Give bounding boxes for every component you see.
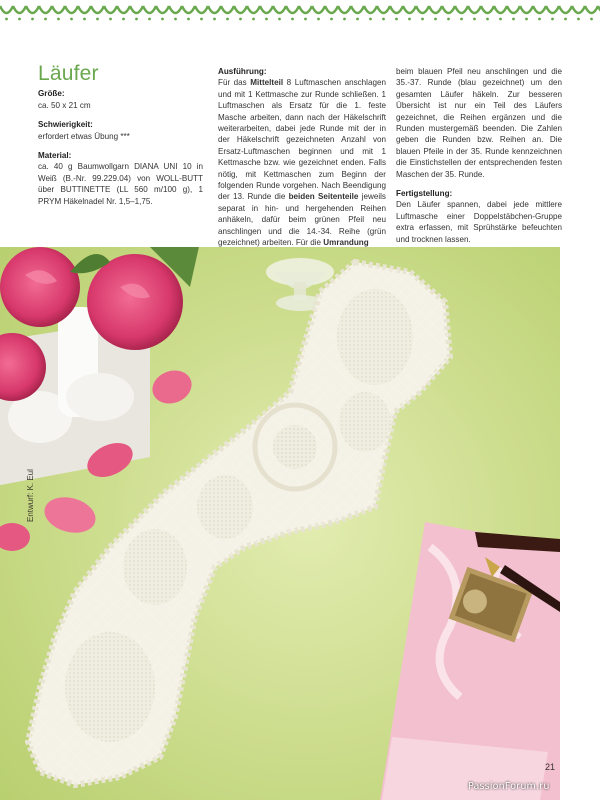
- scallop-dot: [551, 18, 554, 21]
- material-section: [38, 150, 203, 207]
- scallop-dot: [96, 18, 99, 21]
- decorative-scallop-border: [0, 0, 600, 30]
- site-watermark: PassionForum.ru: [468, 781, 550, 792]
- instructions-text-part: jeweils separat in hin- und hergehenden Reihen anhäkeln, dafür beim grünen Pfeil neu anschlingen und die 14.-34. Reihe (grün gezeichnet) arbeiten. Für die: [218, 192, 386, 248]
- scallop-arc: [494, 6, 507, 13]
- photo-credit: Entwurf: K. Eul: [26, 469, 35, 522]
- scallop-arc: [195, 6, 208, 13]
- scallop-dot: [525, 18, 528, 21]
- scallop-arc: [260, 6, 273, 13]
- scallop-arc: [130, 6, 143, 13]
- scallop-arc: [39, 6, 52, 13]
- difficulty-text: erfordert etwas Übung ***: [38, 131, 130, 141]
- scallop-arc: [442, 6, 455, 13]
- scallop-dot: [109, 18, 112, 21]
- instructions-text-part: Für das: [218, 78, 251, 88]
- scallop-dot: [174, 18, 177, 21]
- scallop-arc: [338, 6, 351, 13]
- page-number: 21: [545, 762, 556, 772]
- scallop-dot: [538, 18, 541, 21]
- scallop-arc: [208, 6, 221, 13]
- scallop-dot: [460, 18, 463, 21]
- scallop-arc: [221, 6, 234, 13]
- instructions-bold-umrandung: Umrandung: [323, 238, 369, 248]
- scallop-arc: [26, 6, 39, 13]
- scallop-dot: [5, 18, 8, 21]
- scallop-arc: [117, 6, 130, 13]
- scallop-arc: [286, 6, 299, 13]
- scallop-arc: [533, 6, 546, 13]
- scallop-arc: [91, 6, 104, 13]
- scallop-arc: [559, 6, 572, 13]
- scallop-arc: [325, 6, 338, 13]
- scallop-dot: [31, 18, 34, 21]
- instructions-bold-mittelteil: Mittelteil: [250, 78, 284, 88]
- scallop-dot: [161, 18, 164, 21]
- scallop-dot: [343, 18, 346, 21]
- scallop-arc: [429, 6, 442, 13]
- scallop-arc: [455, 6, 468, 13]
- scallop-dot: [395, 18, 398, 21]
- scallop-dot: [278, 18, 281, 21]
- scallop-arc: [143, 6, 156, 13]
- scallop-arc: [546, 6, 559, 13]
- scallop-dot: [304, 18, 307, 21]
- scallop-dot: [148, 18, 151, 21]
- scallop-arc: [416, 6, 429, 13]
- table-runner-photo: [0, 247, 560, 800]
- scallop-arc: [572, 6, 585, 13]
- page-title: Läufer: [38, 62, 99, 85]
- scallop-arc: [585, 6, 598, 13]
- scallop-dot: [291, 18, 294, 21]
- scallop-arc: [182, 6, 195, 13]
- scallop-dot: [486, 18, 489, 21]
- scallop-dot: [57, 18, 60, 21]
- scallop-arc: [520, 6, 533, 13]
- scallop-arc: [52, 6, 65, 13]
- photo-illustration: [0, 247, 560, 800]
- finishing-text: Den Läufer spannen, dabei jede mittlere Luftmasche einer Doppelstäbchen-Gruppe extra erfassen, mit Sprühstärke befeuchten und trocknen lassen.: [396, 200, 562, 244]
- scallop-arc: [273, 6, 286, 13]
- scallop-arc: [312, 6, 325, 13]
- scallop-dot: [356, 18, 359, 21]
- size-text: ca. 50 x 21 cm: [38, 100, 91, 110]
- scallop-dot: [213, 18, 216, 21]
- scallop-arc: [507, 6, 520, 13]
- scallop-dot: [434, 18, 437, 21]
- instructions-continued: beim blauen Pfeil neu anschlingen und die 35.-37. Runde (blau gezeichnet) um den gesamten Läufer häkeln. Zur besseren Übersicht ist nur ein Teil des Läufers gezeichnet, die Reihen ergänzen und die Runden mustergemäß beenden. Die Zahlen geben die Runden bzw. Reihen an. Die blauen Pfeile in der 35. Runde kennzeichnen die Einstichstellen der entsprechenden festen Maschen der 35. Runde.: [396, 67, 562, 179]
- scallop-dot: [18, 18, 21, 21]
- material-text: ca. 40 g Baumwollgarn DIANA UNI 10 in Weiß (B.-Nr. 99.229.04) von WOLL-BUTT über BUTTINETTE (LL 560 m/100 g), 1 PRYM Häkelnadel Nr. 1,5–1,75.: [38, 162, 203, 206]
- scallop-dot: [577, 18, 580, 21]
- scallop-dot: [44, 18, 47, 21]
- instructions-text: [218, 77, 386, 248]
- scallop-dot: [83, 18, 86, 21]
- scallop-dot: [122, 18, 125, 21]
- difficulty-section: [38, 119, 203, 142]
- scallop-arc: [13, 6, 26, 13]
- scallop-arc: [299, 6, 312, 13]
- material-heading: Material:: [38, 151, 72, 161]
- scallop-arc: [403, 6, 416, 13]
- scallop-arc: [481, 6, 494, 13]
- scallop-dot: [382, 18, 385, 21]
- instructions-bold-seitenteile: beiden Seitenteile: [288, 192, 359, 202]
- left-column: [38, 62, 203, 215]
- finishing-heading: Fertigstellung:: [396, 189, 453, 199]
- scallop-dot: [590, 18, 593, 21]
- scallop-dot: [135, 18, 138, 21]
- scallop-dot: [369, 18, 372, 21]
- scallop-arc: [234, 6, 247, 13]
- scallop-arc: [169, 6, 182, 13]
- scallop-arc: [390, 6, 403, 13]
- scallop-dot: [512, 18, 515, 21]
- scallop-dot: [317, 18, 320, 21]
- scallop-dot: [499, 18, 502, 21]
- scallop-arc: [247, 6, 260, 13]
- scallop-arc: [468, 6, 481, 13]
- scallop-arc: [351, 6, 364, 13]
- scallop-dot: [226, 18, 229, 21]
- scallop-arc: [0, 6, 13, 13]
- scallop-dot: [70, 18, 73, 21]
- scallop-dot: [265, 18, 268, 21]
- scallop-dot: [473, 18, 476, 21]
- scallop-arc: [104, 6, 117, 13]
- scallop-dot: [239, 18, 242, 21]
- scallop-dot: [564, 18, 567, 21]
- scallop-dot: [330, 18, 333, 21]
- scallop-arc: [65, 6, 78, 13]
- size-heading: Größe:: [38, 89, 65, 99]
- scallop-arc: [78, 6, 91, 13]
- scallop-dot: [187, 18, 190, 21]
- instructions-text-part: 8 Luftmaschen anschlagen und mit 1 Kettmasche zur Runde schließen. 1 Luftmaschen als Ersatz für die 1. feste Masche arbeiten, dann nach der Häkelschrift weiterarbeiten, dabei jede Runde mit der in der Häkelschrift gezeichneten Anzahl von Ersatz-Luftmaschen beginnen und mit 1 Kettmasche bzw. wie gezeichnet enden. Falls nötig, mit Kettmaschen zum Beginn der folgenden Runde vorgehen. Nach Beendigung der 13. Runde die: [218, 78, 386, 202]
- right-column: [396, 66, 562, 245]
- scallop-dot: [408, 18, 411, 21]
- difficulty-heading: Schwierigkeit:: [38, 120, 93, 130]
- scallop-border-graphic: [0, 0, 600, 30]
- scallop-dot: [252, 18, 255, 21]
- instructions-heading: Ausführung:: [218, 67, 267, 76]
- size-section: [38, 88, 203, 111]
- scallop-dot: [447, 18, 450, 21]
- scallop-arc: [364, 6, 377, 13]
- scallop-dot: [421, 18, 424, 21]
- middle-column: [218, 66, 386, 249]
- scallop-arc: [377, 6, 390, 13]
- scallop-dot: [200, 18, 203, 21]
- scallop-arc: [156, 6, 169, 13]
